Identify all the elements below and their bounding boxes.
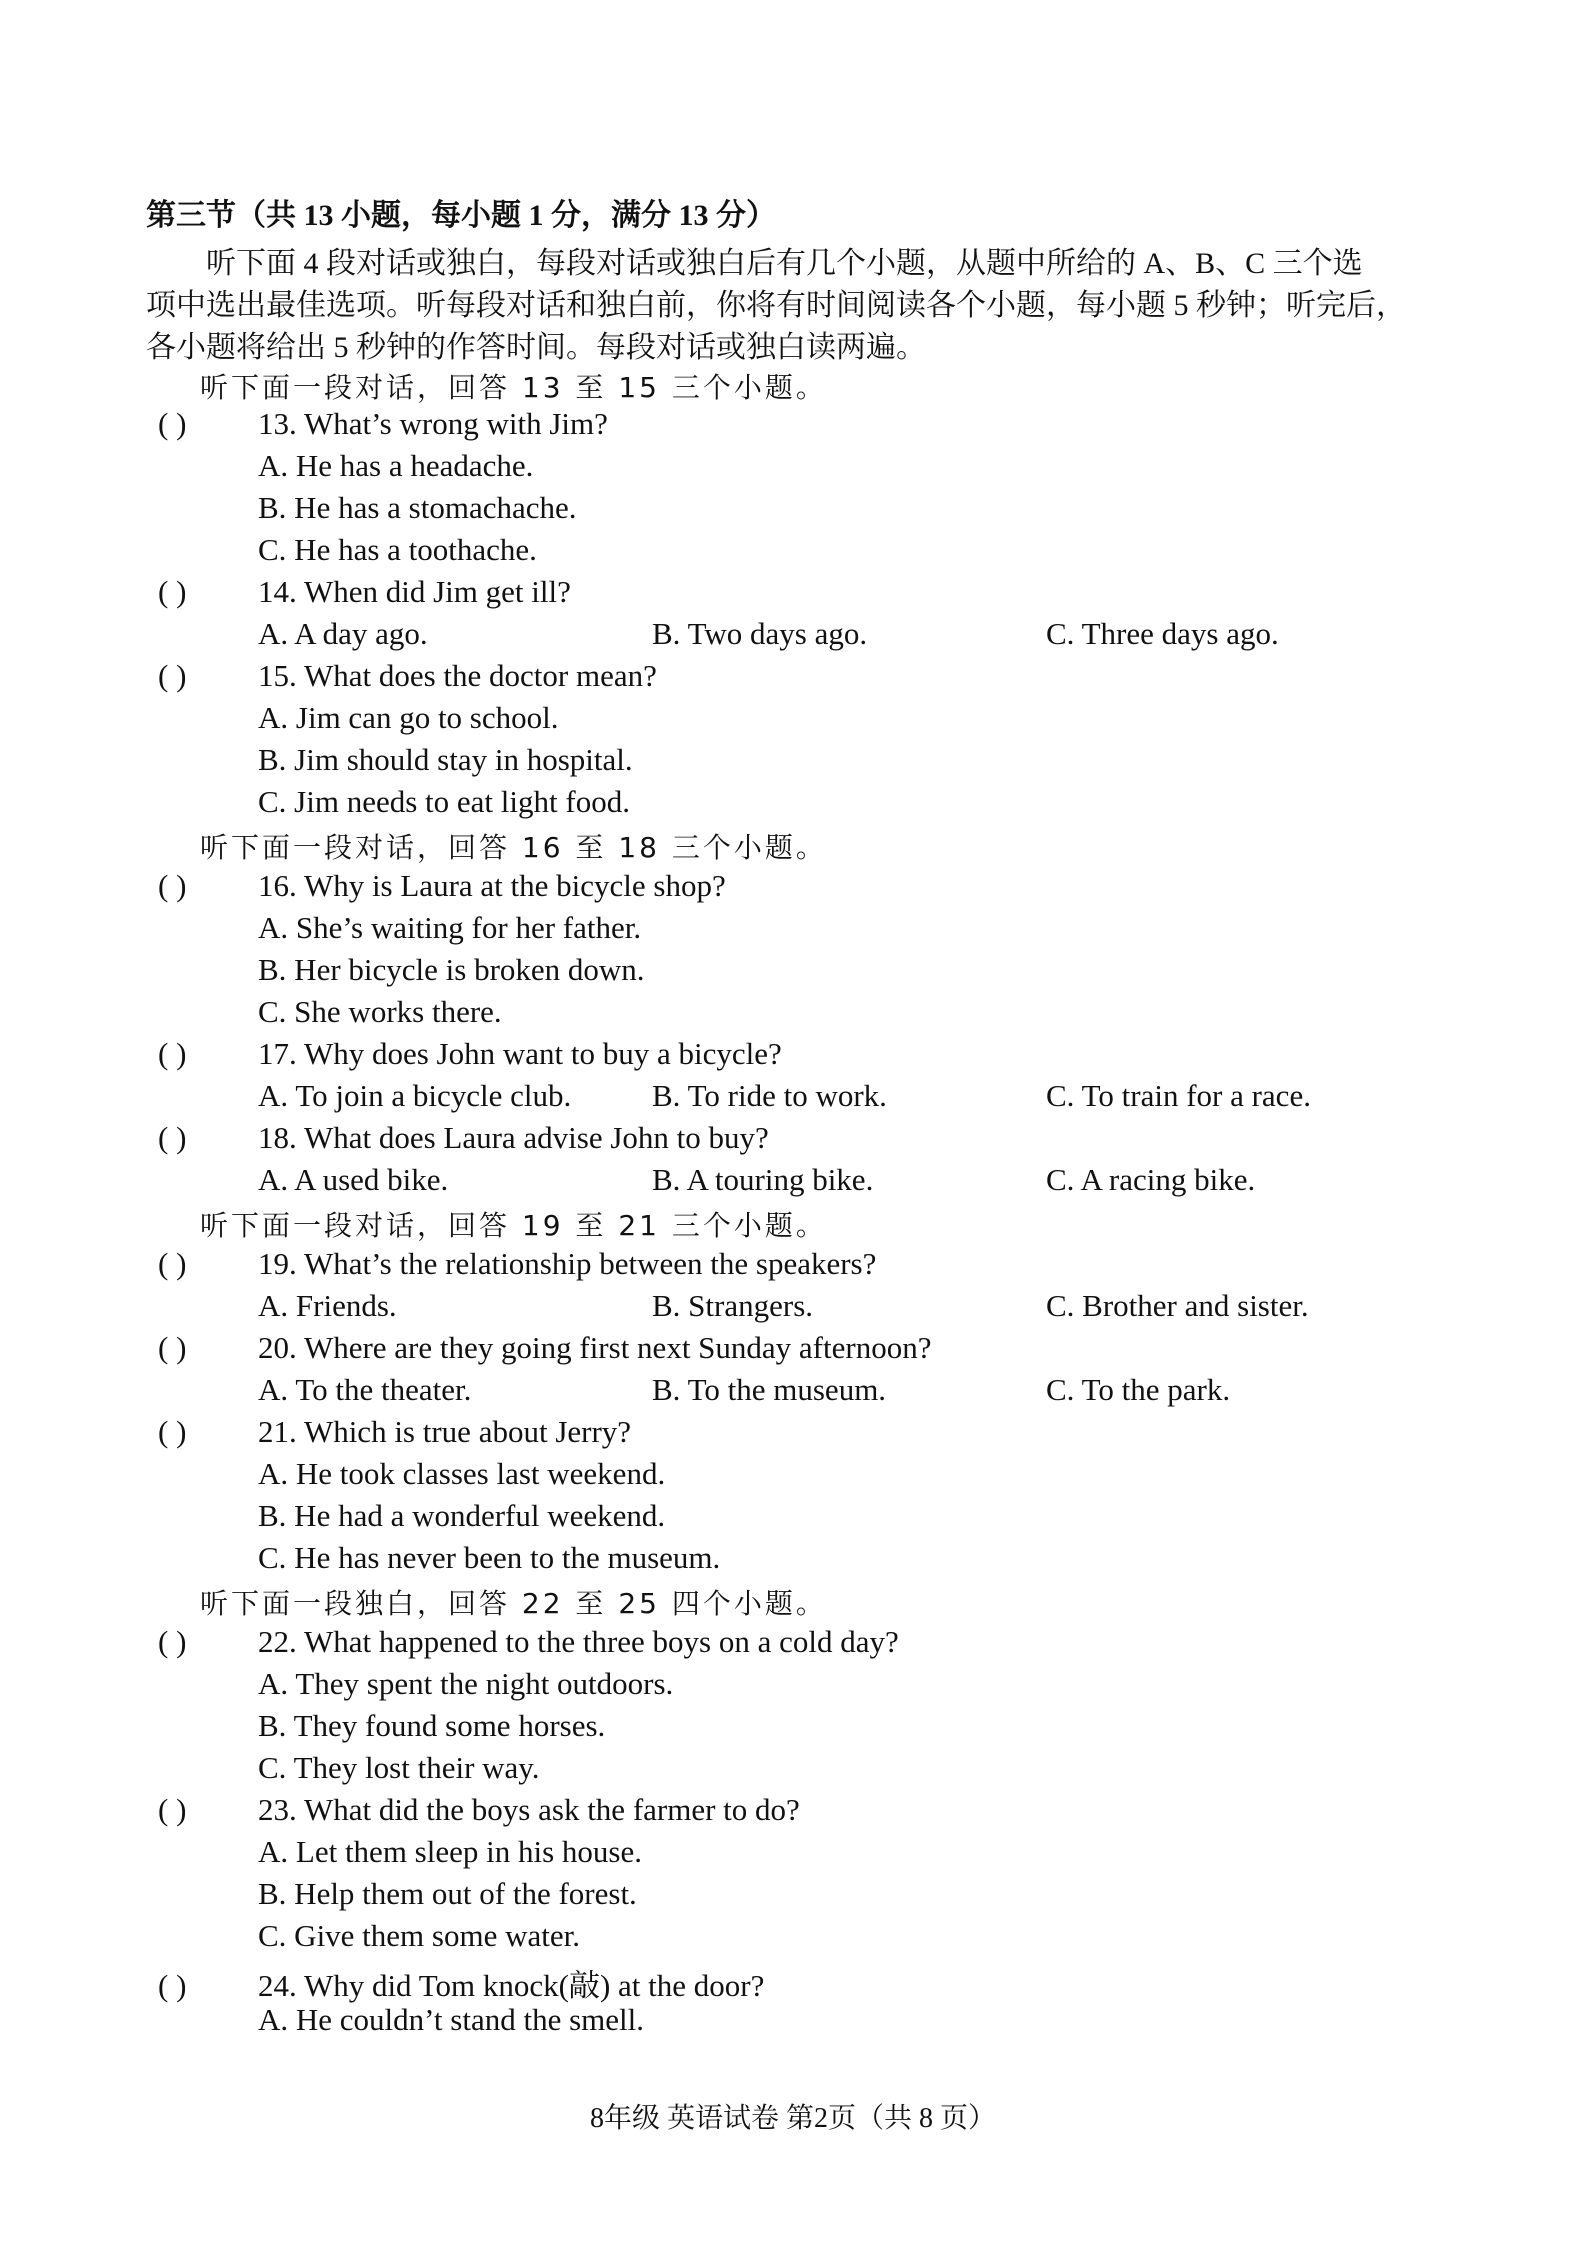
question-text: 16. Why is Laura at the bicycle shop? (258, 868, 726, 903)
question-17 (158, 1036, 782, 1072)
question-text: 15. What does the doctor mean? (258, 658, 657, 693)
page-footer: 8年级 英语试卷 第2页（共 8 页） (589, 2103, 996, 2134)
question-18 (158, 1120, 769, 1156)
question-13 (158, 406, 608, 442)
question-text: 20. Where are they going first next Sunday afternoon? (258, 1330, 932, 1365)
option-b: B. He has a stomachache. (258, 490, 577, 525)
option-b: B. Jim should stay in hospital. (258, 742, 633, 777)
answer-blank[interactable]: ( ) (158, 1624, 187, 1659)
option-a: A. Jim can go to school. (258, 700, 559, 735)
intro-line: 各小题将给出 5 秒钟的作答时间。每段对话或独白读两遍。 (146, 331, 926, 364)
option-b: B. To the museum. (652, 1372, 887, 1407)
option-b: B. Two days ago. (652, 616, 868, 651)
answer-blank[interactable]: ( ) (158, 1246, 187, 1281)
listening-instruction: 听下面一段对话，回答 19 至 21 三个小题。 (200, 1209, 827, 1242)
option-a: A. He couldn’t stand the smell. (258, 2002, 645, 2037)
intro-line: 项中选出最佳选项。听每段对话和独白前，你将有时间阅读各个小题，每小题 5 秒钟；听完后， (146, 289, 1406, 322)
option-c: C. Give them some water. (258, 1918, 580, 1953)
answer-blank[interactable]: ( ) (158, 406, 187, 441)
option-b: B. To ride to work. (652, 1078, 887, 1113)
question-24 (158, 1960, 764, 2005)
listening-instruction: 听下面一段对话，回答 16 至 18 三个小题。 (200, 831, 827, 864)
question-15 (158, 658, 657, 694)
question-text: 19. What’s the relationship between the speakers? (258, 1246, 877, 1281)
answer-blank[interactable]: ( ) (158, 1792, 187, 1827)
intro-line: 听下面 4 段对话或独白，每段对话或独白后有几个小题，从题中所给的 A、B、C 三个选 (146, 247, 1363, 280)
question-text: 22. What happened to the three boys on a cold day? (258, 1624, 899, 1659)
option-a: A. He took classes last weekend. (258, 1456, 666, 1491)
question-text: 14. When did Jim get ill? (258, 574, 571, 609)
answer-blank[interactable]: ( ) (158, 868, 187, 903)
option-a: A. They spent the night outdoors. (258, 1666, 674, 1701)
option-b: B. Strangers. (652, 1288, 814, 1323)
option-a: A. A day ago. (258, 616, 428, 651)
option-b: B. Help them out of the forest. (258, 1876, 637, 1911)
question-text: 18. What does Laura advise John to buy? (258, 1120, 769, 1155)
option-c: C. Brother and sister. (1046, 1288, 1309, 1323)
question-22 (158, 1624, 899, 1660)
option-b: B. They found some horses. (258, 1708, 606, 1743)
answer-blank[interactable]: ( ) (158, 1036, 187, 1071)
option-b: B. A touring bike. (652, 1162, 874, 1197)
section-title: 第三节（共 13 小题，每小题 1 分，满分 13 分） (146, 199, 776, 232)
question-19 (158, 1246, 876, 1282)
listening-instruction: 听下面一段独白，回答 22 至 25 四个小题。 (200, 1587, 827, 1620)
option-c: C. Three days ago. (1046, 616, 1279, 651)
question-text: 21. Which is true about Jerry? (258, 1414, 632, 1449)
answer-blank[interactable]: ( ) (158, 574, 187, 609)
question-text: 23. What did the boys ask the farmer to do? (258, 1792, 800, 1827)
answer-blank[interactable]: ( ) (158, 1414, 187, 1449)
option-a: A. To the theater. (258, 1372, 472, 1407)
option-c: C. To train for a race. (1046, 1078, 1311, 1113)
question-text: 17. Why does John want to buy a bicycle? (258, 1036, 782, 1071)
option-c: C. They lost their way. (258, 1750, 540, 1785)
option-c: C. She works there. (258, 994, 502, 1029)
answer-blank[interactable]: ( ) (158, 1330, 187, 1365)
option-b: B. He had a wonderful weekend. (258, 1498, 666, 1533)
question-21 (158, 1414, 631, 1450)
option-b: B. Her bicycle is broken down. (258, 952, 645, 987)
option-c: C. To the park. (1046, 1372, 1231, 1407)
listening-instruction: 听下面一段对话，回答 13 至 15 三个小题。 (200, 371, 827, 404)
option-a: A. Friends. (258, 1288, 397, 1323)
question-20 (158, 1330, 931, 1366)
option-a: A. To join a bicycle club. (258, 1078, 572, 1113)
question-23 (158, 1792, 800, 1828)
option-a: A. Let them sleep in his house. (258, 1834, 642, 1869)
option-a: A. He has a headache. (258, 448, 534, 483)
question-14 (158, 574, 571, 610)
question-text: 13. What’s wrong with Jim? (258, 406, 608, 441)
option-c: C. A racing bike. (1046, 1162, 1256, 1197)
question-16 (158, 868, 726, 904)
option-c: C. He has never been to the museum. (258, 1540, 721, 1575)
option-a: A. She’s waiting for her father. (258, 910, 642, 945)
question-text: 24. Why did Tom knock(敲) at the door? (258, 1968, 765, 2003)
answer-blank[interactable]: ( ) (158, 1968, 187, 2003)
option-c: C. Jim needs to eat light food. (258, 784, 630, 819)
answer-blank[interactable]: ( ) (158, 1120, 187, 1155)
option-a: A. A used bike. (258, 1162, 449, 1197)
option-c: C. He has a toothache. (258, 532, 537, 567)
answer-blank[interactable]: ( ) (158, 658, 187, 693)
